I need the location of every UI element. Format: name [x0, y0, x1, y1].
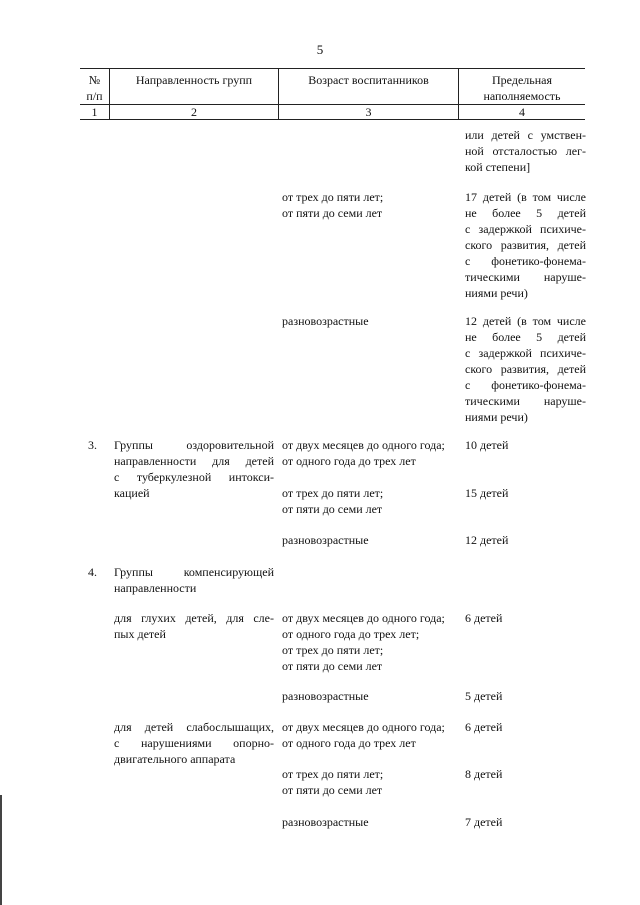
direction-compensating	[114, 564, 274, 596]
header-direction: Направленность групп	[135, 73, 253, 87]
age-line: от трех до пяти лет;	[282, 190, 384, 204]
capacity-line: тическими наруше-	[465, 270, 586, 284]
g3-capacity-12: 12 детей	[465, 533, 509, 547]
direction-line: кацией	[114, 486, 150, 500]
hearing-motor-mixed-ages: разновозрастные	[282, 815, 369, 829]
capacity-line: с фонетико-фонема-	[465, 254, 586, 268]
age-line: от двух месяцев до одного года;	[282, 438, 445, 452]
header-num-line2: п/п	[86, 89, 103, 103]
index-2: 2	[191, 105, 197, 119]
direction-line: пых детей	[114, 627, 166, 641]
deaf-blind-mixed-ages: разновозрастные	[282, 689, 369, 703]
ages-mixed	[282, 313, 460, 329]
capacity-line: с задержкой психиче-	[465, 346, 586, 360]
age-line: от одного года до трех лет	[282, 454, 416, 468]
capacity-line: 17 детей (в том числе	[465, 190, 586, 204]
g3-capacity-10: 10 детей	[465, 438, 509, 452]
age-line: от трех до пяти лет;	[282, 643, 384, 657]
direction-line: Группы компенсирующей	[114, 565, 274, 579]
hearing-motor-capacity-7: 7 детей	[465, 815, 503, 829]
age-line: от пяти до семи лет	[282, 659, 383, 673]
scan-edge-mark	[0, 795, 2, 905]
deaf-blind-ages	[282, 610, 460, 674]
capacity-line: ной отсталостью лег-	[465, 144, 586, 158]
capacity-12-mixed	[465, 313, 586, 425]
hearing-motor-label	[114, 719, 274, 767]
capacity-line: с задержкой психиче-	[465, 222, 586, 236]
g3-ages-0-3	[282, 437, 460, 469]
row-number-4: 4.	[88, 565, 97, 579]
age-line: разновозрастные	[282, 314, 369, 328]
header-capacity	[459, 72, 585, 104]
page-number: 5	[316, 42, 324, 57]
header-num-line1: №	[88, 73, 101, 87]
continuation-capacity	[465, 127, 586, 175]
capacity-line: не более 5 детей	[465, 330, 586, 344]
direction-health	[114, 437, 274, 501]
age-line: от двух месяцев до одного года;	[282, 611, 445, 625]
age-line: от одного года до трех лет	[282, 736, 416, 750]
ages-3-7	[282, 189, 460, 221]
header-num	[80, 72, 109, 104]
capacity-17	[465, 189, 586, 301]
direction-line: направленности	[114, 581, 197, 595]
index-3: 3	[365, 105, 372, 119]
header-age: Возраст воспитанников	[308, 73, 429, 87]
age-line: от трех до пяти лет;	[282, 486, 384, 500]
capacity-line: ского развития, детей	[465, 238, 586, 252]
deaf-blind-capacity: 6 детей	[465, 611, 503, 625]
index-4: 4	[519, 105, 525, 119]
g3-ages-3-7	[282, 485, 460, 517]
header-capacity-line1: Предельная	[492, 73, 552, 87]
header-capacity-line2: наполняемость	[483, 89, 561, 103]
row-number-3: 3.	[88, 438, 97, 452]
deaf-blind-label	[114, 610, 274, 642]
age-line: от одного года до трех лет;	[282, 627, 420, 641]
capacity-line: кой степени]	[465, 160, 531, 174]
direction-line: с туберкулезной интокси-	[114, 470, 274, 484]
capacity-line: или детей с умствен-	[465, 128, 586, 142]
g3-ages-mixed: разновозрастные	[282, 533, 369, 547]
hearing-motor-ages-3-7	[282, 766, 460, 798]
direction-line: Группы оздоровительной	[114, 438, 274, 452]
index-1: 1	[91, 105, 98, 119]
age-line: от пяти до семи лет	[282, 783, 383, 797]
direction-line: для детей слабослышащих,	[114, 720, 274, 734]
direction-line: двигательного аппарата	[114, 752, 236, 766]
deaf-blind-mixed-capacity: 5 детей	[465, 689, 503, 703]
g3-capacity-15: 15 детей	[465, 486, 509, 500]
hearing-motor-capacity-6: 6 детей	[465, 720, 503, 734]
capacity-line: ниями речи)	[465, 410, 528, 424]
direction-line: с нарушениями опорно-	[114, 736, 274, 750]
capacity-line: ниями речи)	[465, 286, 528, 300]
age-line: от пяти до семи лет	[282, 502, 383, 516]
capacity-line: тическими наруше-	[465, 394, 586, 408]
age-line: от пяти до семи лет	[282, 206, 383, 220]
hearing-motor-capacity-8: 8 детей	[465, 767, 503, 781]
capacity-line: ского развития, детей	[465, 362, 586, 376]
direction-line: для глухих детей, для сле-	[114, 611, 274, 625]
capacity-line: с фонетико-фонема-	[465, 378, 586, 392]
hearing-motor-ages-0-3	[282, 719, 460, 751]
age-line: от двух месяцев до одного года;	[282, 720, 445, 734]
age-line: от трех до пяти лет;	[282, 767, 384, 781]
direction-line: направленности для детей	[114, 454, 274, 468]
capacity-line: 12 детей (в том числе	[465, 314, 586, 328]
table-top-border	[80, 68, 585, 69]
capacity-line: не более 5 детей	[465, 206, 586, 220]
